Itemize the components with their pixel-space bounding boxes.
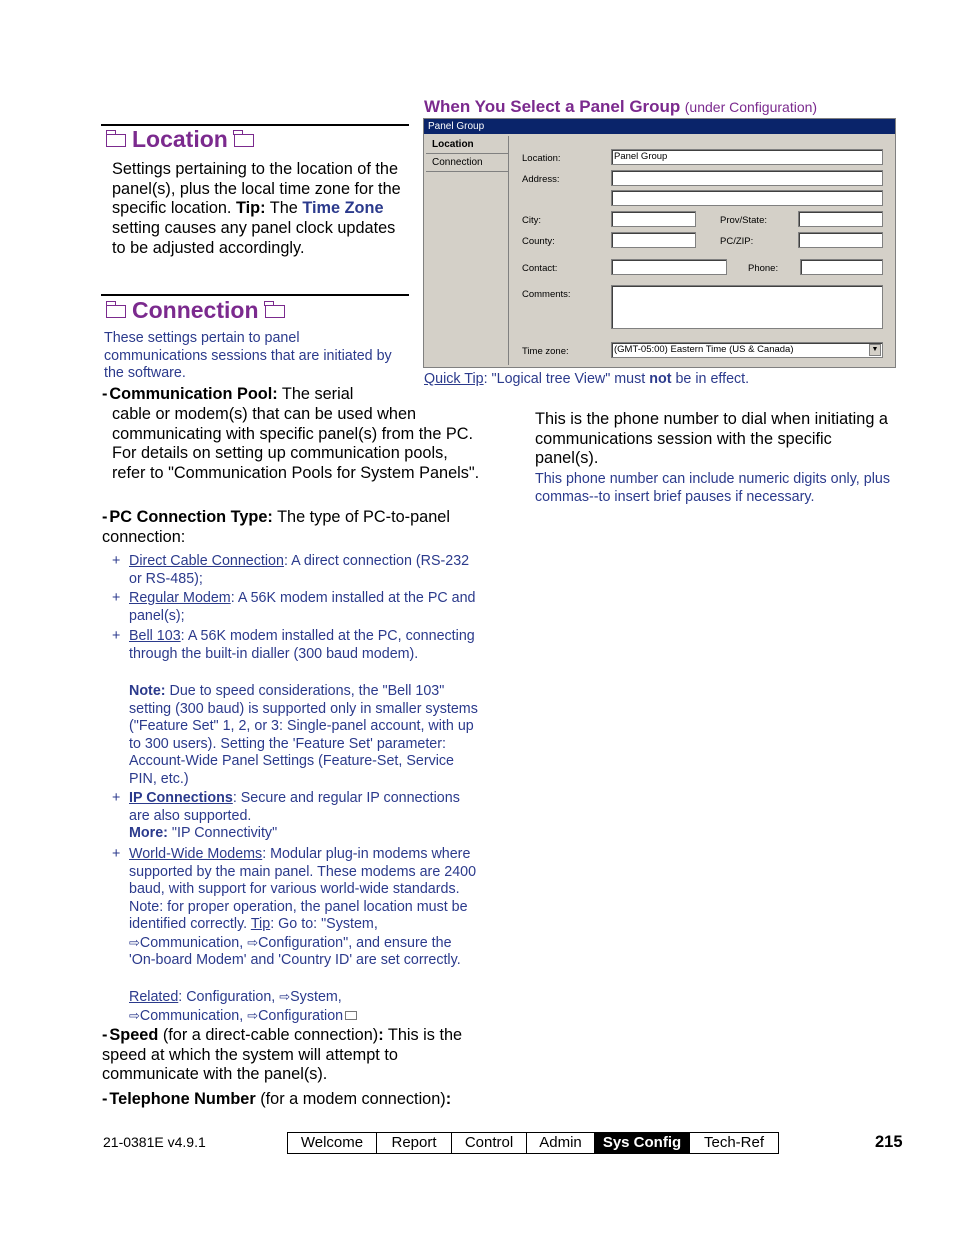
tel-paren: (for a modem connection)	[260, 1090, 446, 1108]
speed-text: This is the speed at which the system will attempt to communicate with the panel(s).	[102, 1026, 463, 1084]
pczip-field[interactable]	[798, 232, 883, 248]
chevron-down-icon[interactable]: ▼	[869, 344, 881, 356]
arrow-icon: ⇨	[129, 934, 140, 950]
arrow-icon: ⇨	[129, 1007, 140, 1023]
prov-field[interactable]	[798, 211, 883, 227]
panel-caption	[424, 97, 817, 117]
nav-tech-ref[interactable]: Tech-Ref	[703, 1134, 765, 1151]
connection-heading-text: Connection	[132, 297, 259, 323]
doc-id: 21-0381E v4.9.1	[103, 1134, 206, 1150]
connection-heading	[100, 297, 291, 324]
speed-item: - Speed (for a direct-cable connection): This is the speed at which the system will attempt to communicate with the panel(s).	[102, 1026, 463, 1084]
timezone-select[interactable]	[611, 342, 883, 358]
pczip-label: PC/ZIP:	[720, 236, 754, 247]
pc-connection-type-item: - PC Connection Type: The type of PC-to-panel connection:	[102, 508, 450, 546]
quick-tip-link[interactable]: Quick Tip	[424, 371, 484, 387]
world-wide-modems-link[interactable]: World-Wide Modems	[129, 846, 263, 862]
tip-pre: The	[269, 199, 298, 218]
type-regular-modem	[129, 590, 481, 625]
location-desc: Settings pertaining to the location of the panel(s), plus the local time zone for the specific location.	[112, 160, 401, 218]
ww-tip-link[interactable]: Tip	[250, 916, 271, 932]
type-bell-103	[129, 628, 481, 663]
type-world-wide	[129, 846, 481, 970]
type-ip	[129, 790, 481, 843]
panel-group-dialog	[423, 118, 896, 368]
nav-connection[interactable]: Connection	[426, 154, 508, 172]
type-direct-cable	[129, 553, 481, 588]
speed-colon: :	[378, 1026, 384, 1044]
page-number: 215	[875, 1133, 903, 1151]
location-text	[112, 160, 402, 259]
panel-caption-title: When You Select a Panel Group	[424, 97, 681, 116]
prov-label: Prov/State:	[720, 215, 767, 226]
time-zone-link[interactable]: Time Zone	[302, 199, 384, 218]
nav-admin[interactable]: Admin	[527, 1133, 595, 1153]
ip-more-text: "IP Connectivity"	[171, 825, 278, 841]
regular-modem-text: : A 56K modem installed at the PC and panel(s);	[129, 590, 476, 624]
related-2[interactable]: System,	[290, 989, 342, 1005]
bell-103-text: : A 56K modem installed at the PC, connecting through the built-in dialler (300 baud modem).	[129, 628, 475, 662]
phone-field[interactable]	[800, 259, 883, 275]
ww-goto-3[interactable]: Communication,	[139, 934, 244, 951]
tel-colon: :	[445, 1090, 452, 1108]
city-label: City:	[522, 215, 541, 226]
arrow-icon: ⇨	[279, 989, 291, 1004]
comments-label: Comments:	[522, 289, 571, 300]
nav-welcome[interactable]: Welcome	[288, 1133, 377, 1153]
telephone-item: - Telephone Number (for a modem connection):	[102, 1090, 452, 1108]
panel-caption-note: (under Configuration)	[684, 99, 818, 115]
pctype-label: PC Connection Type:	[109, 508, 273, 526]
direct-cable-text: : A direct connection (RS-232 or RS-485);	[129, 553, 470, 587]
arrow-icon: ⇨	[247, 934, 259, 950]
address-label: Address:	[522, 174, 560, 185]
arrow-icon: ⇨	[247, 1007, 259, 1023]
location-label: Location:	[522, 153, 561, 164]
pool-text-2: cable or modem(s) that can be used when communicating with specific panel(s) from the PC. For details on setting up communication pools, refer to "Communication Pools for System Panels".	[112, 405, 480, 483]
folder-icon	[234, 134, 254, 147]
address-field-2[interactable]	[611, 190, 883, 206]
quick-tip-bold: not	[649, 371, 672, 387]
bell-note-label: Note:	[129, 683, 166, 699]
quick-tip-pre: : "Logical tree View" must	[483, 371, 646, 387]
nav-control[interactable]: Control	[452, 1133, 527, 1153]
related-4[interactable]: Configuration	[258, 1007, 344, 1024]
folder-icon	[345, 1011, 357, 1020]
communication-pool-item: - Communication Pool: The serial	[102, 385, 354, 403]
timezone-value: (GMT-05:00) Eastern Time (US & Canada)	[614, 344, 794, 355]
tel-label: Telephone Number	[109, 1090, 256, 1108]
direct-cable-link[interactable]: Direct Cable Connection	[129, 553, 284, 569]
ww-goto-4: Configuration", and ensure the 'On-board Modem' and 'Country ID' are set correctly.	[129, 934, 461, 968]
quick-tip-post: be in effect.	[675, 371, 750, 387]
pool-label: Communication Pool:	[109, 385, 278, 403]
county-field[interactable]	[611, 232, 696, 248]
phone-desc: This is the phone number to dial when initiating a communications session with the specific panel(s).	[535, 410, 888, 468]
bell-note-text: Due to speed considerations, the "Bell 103" setting (300 baud) is supported only in smaller systems ("Feature Set" 1, 2, or 3: Single-panel account, with up to 300 users). Setting the 'Feature Set' parameter: Account-Wide Panel Settings (Feature-Set, Service PIN, etc.)	[129, 683, 478, 787]
ip-connections-link[interactable]: IP Connections	[129, 790, 233, 806]
tip-post: setting causes any panel clock updates to be adjusted accordingly.	[112, 219, 396, 257]
contact-field[interactable]	[611, 259, 727, 275]
location-heading-text: Location	[132, 126, 228, 152]
location-field[interactable]: Panel Group	[611, 149, 883, 165]
ip-text: : Secure and regular IP connections are also supported.	[129, 790, 460, 824]
ww-goto-1: :	[270, 916, 275, 932]
related	[129, 988, 481, 1025]
address-field-1[interactable]	[611, 170, 883, 186]
city-field[interactable]	[611, 211, 696, 227]
ip-more-label: More:	[129, 825, 168, 841]
bell-note	[129, 683, 481, 788]
folder-icon	[265, 305, 285, 318]
plus-bullet: +	[112, 628, 121, 644]
nav-report[interactable]: Report	[377, 1133, 452, 1153]
tip-label: Tip:	[236, 199, 266, 218]
related-link[interactable]: Related	[129, 989, 179, 1005]
nav-location[interactable]: Location	[426, 136, 508, 154]
quick-tip	[424, 371, 749, 387]
location-heading	[100, 126, 260, 153]
plus-bullet: +	[112, 790, 121, 806]
plus-bullet: +	[112, 590, 121, 606]
pctype-text: The type of PC-to-panel connection:	[102, 508, 450, 546]
phone-label: Phone:	[748, 263, 779, 274]
bell-103-link[interactable]: Bell 103	[129, 628, 181, 644]
pool-text-1: The serial	[281, 385, 354, 403]
speed-paren: (for a direct-cable connection)	[162, 1026, 379, 1044]
regular-modem-link[interactable]: Regular Modem	[129, 590, 231, 606]
related-1: : Configuration,	[178, 989, 276, 1005]
footer-nav	[287, 1132, 779, 1154]
plus-bullet: +	[112, 553, 121, 569]
folder-icon	[106, 305, 126, 318]
county-label: County:	[522, 236, 555, 247]
comments-field[interactable]	[611, 285, 883, 329]
timezone-label: Time zone:	[522, 346, 569, 357]
ww-goto-2: Go to: "System,	[278, 916, 378, 932]
speed-label: Speed	[109, 1026, 159, 1044]
nav-sys-config[interactable]: Sys Config	[595, 1133, 690, 1153]
plus-bullet: +	[112, 846, 121, 862]
contact-label: Contact:	[522, 263, 558, 274]
connection-intro: These settings pertain to panel communications sessions that are initiated by the software.	[104, 330, 392, 381]
dialog-nav	[426, 136, 509, 365]
folder-icon	[106, 134, 126, 147]
dialog-title: Panel Group	[424, 119, 895, 134]
phone-note: This phone number can include numeric digits only, plus commas--to insert brief pauses if necessary.	[535, 471, 890, 505]
ww-text: : Modular plug-in modems where supported by the main panel. These modems are 2400 baud, with support for various world-wide standards. Note: for proper operation, the panel location must be identified correctly.	[129, 846, 477, 932]
connection-rule	[101, 294, 409, 296]
related-3[interactable]: Communication,	[139, 1007, 244, 1024]
